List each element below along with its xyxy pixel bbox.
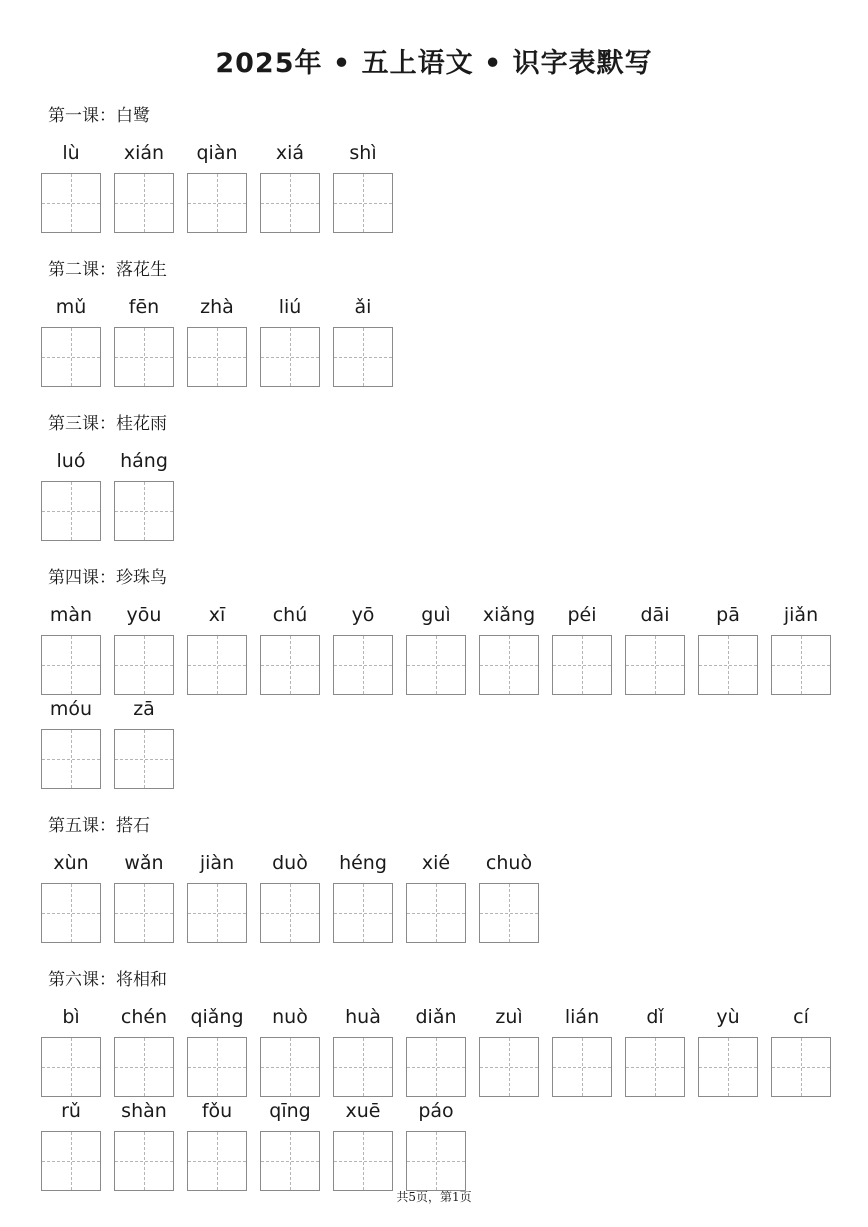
grid-guide-horizontal (261, 357, 319, 358)
character-cell (114, 138, 174, 232)
pinyin-label: háng (120, 450, 168, 472)
character-grid-row (41, 1096, 841, 1190)
writing-box[interactable] (187, 327, 247, 387)
character-cell (698, 1002, 758, 1096)
writing-box[interactable] (114, 1037, 174, 1097)
character-cell (698, 600, 758, 694)
pinyin-label: liú (278, 296, 302, 318)
character-cell (260, 1096, 320, 1190)
character-cell (187, 1002, 247, 1096)
writing-box[interactable] (114, 729, 174, 789)
character-cell (187, 1096, 247, 1190)
pinyin-label: xián (123, 142, 165, 164)
character-cell (114, 600, 174, 694)
grid-guide-horizontal (699, 665, 757, 666)
lesson-title: 第四课：珍珠鸟 (48, 568, 167, 588)
grid-guide-horizontal (553, 1067, 611, 1068)
pinyin-label: huà (345, 1006, 381, 1028)
character-cell (479, 1002, 539, 1096)
pinyin-label: xiǎng (482, 604, 536, 626)
character-cell (187, 292, 247, 386)
pinyin-label: chén (120, 1006, 168, 1028)
pinyin-label: dǐ (646, 1006, 664, 1028)
pinyin-label: péi (567, 604, 597, 626)
grid-guide-horizontal (334, 913, 392, 914)
lesson-title: 第三课：桂花雨 (48, 414, 167, 434)
page-title: 2025年 • 五上语文 • 识字表默写 (215, 48, 653, 79)
writing-box[interactable] (479, 1037, 539, 1097)
lesson-section (41, 566, 841, 788)
pinyin-label: qiǎng (190, 1006, 244, 1028)
grid-guide-horizontal (407, 1067, 465, 1068)
character-cell (406, 1096, 466, 1190)
writing-box[interactable] (625, 1037, 685, 1097)
writing-box[interactable] (333, 635, 393, 695)
grid-guide-horizontal (115, 1161, 173, 1162)
lesson-section (41, 968, 841, 1190)
grid-guide-horizontal (188, 357, 246, 358)
writing-box[interactable] (41, 1131, 101, 1191)
pinyin-label: yù (716, 1006, 740, 1028)
character-cell (479, 848, 539, 942)
writing-box[interactable] (698, 1037, 758, 1097)
character-cell (41, 1096, 101, 1190)
pinyin-label: cí (793, 1006, 809, 1028)
writing-box[interactable] (333, 883, 393, 943)
writing-box[interactable] (260, 173, 320, 233)
pinyin-label: xùn (53, 852, 89, 874)
writing-box[interactable] (187, 1131, 247, 1191)
pinyin-label: xuē (345, 1100, 381, 1122)
character-grid-row (41, 1002, 841, 1096)
grid-guide-horizontal (261, 1067, 319, 1068)
pinyin-label: móu (49, 698, 93, 720)
character-cell (625, 1002, 685, 1096)
grid-guide-horizontal (480, 665, 538, 666)
lesson-section (41, 814, 841, 942)
character-cell (41, 446, 101, 540)
character-cell (114, 446, 174, 540)
character-cell (333, 292, 393, 386)
character-grid-row (41, 138, 841, 232)
writing-box[interactable] (41, 883, 101, 943)
pinyin-label: lù (62, 142, 80, 164)
grid-guide-horizontal (115, 665, 173, 666)
writing-box[interactable] (41, 729, 101, 789)
pinyin-label: zā (133, 698, 155, 720)
writing-box[interactable] (406, 635, 466, 695)
character-cell (41, 292, 101, 386)
pinyin-label: guì (421, 604, 451, 626)
grid-guide-horizontal (188, 665, 246, 666)
grid-guide-horizontal (261, 203, 319, 204)
writing-box[interactable] (41, 327, 101, 387)
character-cell (771, 1002, 831, 1096)
pinyin-label: bì (62, 1006, 80, 1028)
writing-box[interactable] (114, 883, 174, 943)
grid-guide-horizontal (42, 665, 100, 666)
writing-box[interactable] (333, 1131, 393, 1191)
character-cell (771, 600, 831, 694)
pinyin-label: xié (421, 852, 451, 874)
pinyin-label: rǔ (61, 1100, 81, 1122)
writing-box[interactable] (698, 635, 758, 695)
writing-box[interactable] (333, 1037, 393, 1097)
lesson-section (41, 104, 841, 232)
character-cell (114, 848, 174, 942)
writing-box[interactable] (479, 635, 539, 695)
pinyin-label: yō (351, 604, 375, 626)
grid-guide-horizontal (188, 913, 246, 914)
writing-box[interactable] (260, 635, 320, 695)
grid-guide-horizontal (334, 665, 392, 666)
writing-box[interactable] (406, 1131, 466, 1191)
character-cell (260, 848, 320, 942)
grid-guide-horizontal (772, 1067, 830, 1068)
writing-box[interactable] (114, 1131, 174, 1191)
grid-guide-horizontal (772, 665, 830, 666)
grid-guide-horizontal (261, 1161, 319, 1162)
character-grid-row (41, 600, 841, 694)
pinyin-label: diǎn (415, 1006, 457, 1028)
grid-guide-horizontal (42, 511, 100, 512)
pinyin-label: yōu (126, 604, 162, 626)
grid-guide-horizontal (480, 913, 538, 914)
lesson-title: 第六课：将相和 (48, 970, 167, 990)
character-cell (479, 600, 539, 694)
pinyin-label: héng (339, 852, 387, 874)
character-cell (41, 848, 101, 942)
writing-box[interactable] (41, 1037, 101, 1097)
pinyin-label: fǒu (201, 1100, 233, 1122)
writing-box[interactable] (406, 1037, 466, 1097)
character-cell (333, 1002, 393, 1096)
grid-guide-horizontal (115, 203, 173, 204)
writing-box[interactable] (187, 635, 247, 695)
character-grid-row (41, 848, 841, 942)
grid-guide-horizontal (480, 1067, 538, 1068)
grid-guide-horizontal (553, 665, 611, 666)
character-cell (114, 694, 174, 788)
pinyin-label: mǔ (55, 296, 87, 318)
character-cell (625, 600, 685, 694)
writing-box[interactable] (406, 883, 466, 943)
character-cell (406, 600, 466, 694)
writing-box[interactable] (479, 883, 539, 943)
character-cell (41, 138, 101, 232)
writing-box[interactable] (187, 1037, 247, 1097)
grid-guide-horizontal (42, 913, 100, 914)
grid-guide-horizontal (407, 913, 465, 914)
character-cell (406, 848, 466, 942)
pinyin-label: jiàn (199, 852, 235, 874)
pinyin-label: wǎn (124, 852, 164, 874)
character-cell (114, 292, 174, 386)
pinyin-label: qīng (269, 1100, 311, 1122)
grid-guide-horizontal (261, 913, 319, 914)
grid-guide-horizontal (407, 1161, 465, 1162)
grid-guide-horizontal (115, 511, 173, 512)
character-grid-row (41, 292, 841, 386)
pinyin-label: shì (349, 142, 377, 164)
character-cell (260, 1002, 320, 1096)
grid-guide-horizontal (334, 203, 392, 204)
pinyin-label: pā (716, 604, 740, 626)
writing-box[interactable] (260, 1037, 320, 1097)
grid-guide-horizontal (115, 357, 173, 358)
grid-guide-horizontal (188, 1067, 246, 1068)
lesson-title: 第一课：白鹭 (48, 106, 150, 126)
character-grid-row (41, 694, 841, 788)
character-cell (41, 694, 101, 788)
grid-guide-horizontal (115, 1067, 173, 1068)
writing-box[interactable] (552, 1037, 612, 1097)
grid-guide-horizontal (407, 665, 465, 666)
writing-box[interactable] (114, 173, 174, 233)
character-cell (260, 138, 320, 232)
character-cell (114, 1002, 174, 1096)
writing-box[interactable] (771, 635, 831, 695)
pinyin-label: luó (56, 450, 86, 472)
pinyin-label: chú (272, 604, 308, 626)
pinyin-label: xī (208, 604, 226, 626)
grid-guide-horizontal (115, 913, 173, 914)
grid-guide-horizontal (188, 203, 246, 204)
character-cell (406, 1002, 466, 1096)
character-cell (552, 600, 612, 694)
pinyin-label: fēn (128, 296, 160, 318)
writing-box[interactable] (187, 883, 247, 943)
pinyin-label: nuò (272, 1006, 308, 1028)
character-cell (333, 848, 393, 942)
writing-box[interactable] (114, 635, 174, 695)
grid-guide-horizontal (261, 665, 319, 666)
writing-box[interactable] (114, 327, 174, 387)
character-cell (333, 138, 393, 232)
writing-box[interactable] (552, 635, 612, 695)
character-cell (114, 1096, 174, 1190)
grid-guide-horizontal (699, 1067, 757, 1068)
writing-box[interactable] (187, 173, 247, 233)
pinyin-label: páo (418, 1100, 454, 1122)
pinyin-label: xiá (275, 142, 305, 164)
grid-guide-horizontal (42, 1067, 100, 1068)
character-cell (41, 1002, 101, 1096)
writing-box[interactable] (114, 481, 174, 541)
grid-guide-horizontal (626, 665, 684, 666)
pinyin-label: shàn (121, 1100, 167, 1122)
writing-box[interactable] (260, 883, 320, 943)
writing-box[interactable] (771, 1037, 831, 1097)
pinyin-label: zuì (495, 1006, 523, 1028)
grid-guide-horizontal (188, 1161, 246, 1162)
pinyin-label: ǎi (354, 296, 372, 318)
pinyin-label: jiǎn (783, 604, 819, 626)
character-grid-row (41, 446, 841, 540)
lessons-list (41, 104, 841, 1216)
pinyin-label: duò (272, 852, 308, 874)
grid-guide-horizontal (334, 1067, 392, 1068)
character-cell (260, 292, 320, 386)
character-cell (41, 600, 101, 694)
grid-guide-horizontal (334, 357, 392, 358)
writing-box[interactable] (260, 327, 320, 387)
pinyin-label: dāi (640, 604, 670, 626)
page-footer: 共5页，第1页 (396, 1190, 472, 1204)
character-cell (187, 600, 247, 694)
writing-box[interactable] (333, 173, 393, 233)
character-cell (260, 600, 320, 694)
grid-guide-horizontal (42, 1161, 100, 1162)
writing-box[interactable] (333, 327, 393, 387)
character-cell (187, 138, 247, 232)
writing-box[interactable] (41, 481, 101, 541)
grid-guide-horizontal (626, 1067, 684, 1068)
pinyin-label: màn (49, 604, 93, 626)
grid-guide-horizontal (42, 759, 100, 760)
pinyin-label: chuò (485, 852, 533, 874)
writing-box[interactable] (260, 1131, 320, 1191)
grid-guide-horizontal (334, 1161, 392, 1162)
lesson-title: 第二课：落花生 (48, 260, 167, 280)
lesson-title: 第五课：搭石 (48, 816, 150, 836)
grid-guide-horizontal (115, 759, 173, 760)
pinyin-label: lián (564, 1006, 600, 1028)
pinyin-label: zhà (200, 296, 234, 318)
writing-box[interactable] (625, 635, 685, 695)
lesson-section (41, 412, 841, 540)
lesson-section (41, 258, 841, 386)
grid-guide-horizontal (42, 203, 100, 204)
writing-box[interactable] (41, 173, 101, 233)
character-cell (333, 1096, 393, 1190)
pinyin-label: qiàn (196, 142, 238, 164)
writing-box[interactable] (41, 635, 101, 695)
character-cell (552, 1002, 612, 1096)
character-cell (333, 600, 393, 694)
character-cell (187, 848, 247, 942)
grid-guide-horizontal (42, 357, 100, 358)
